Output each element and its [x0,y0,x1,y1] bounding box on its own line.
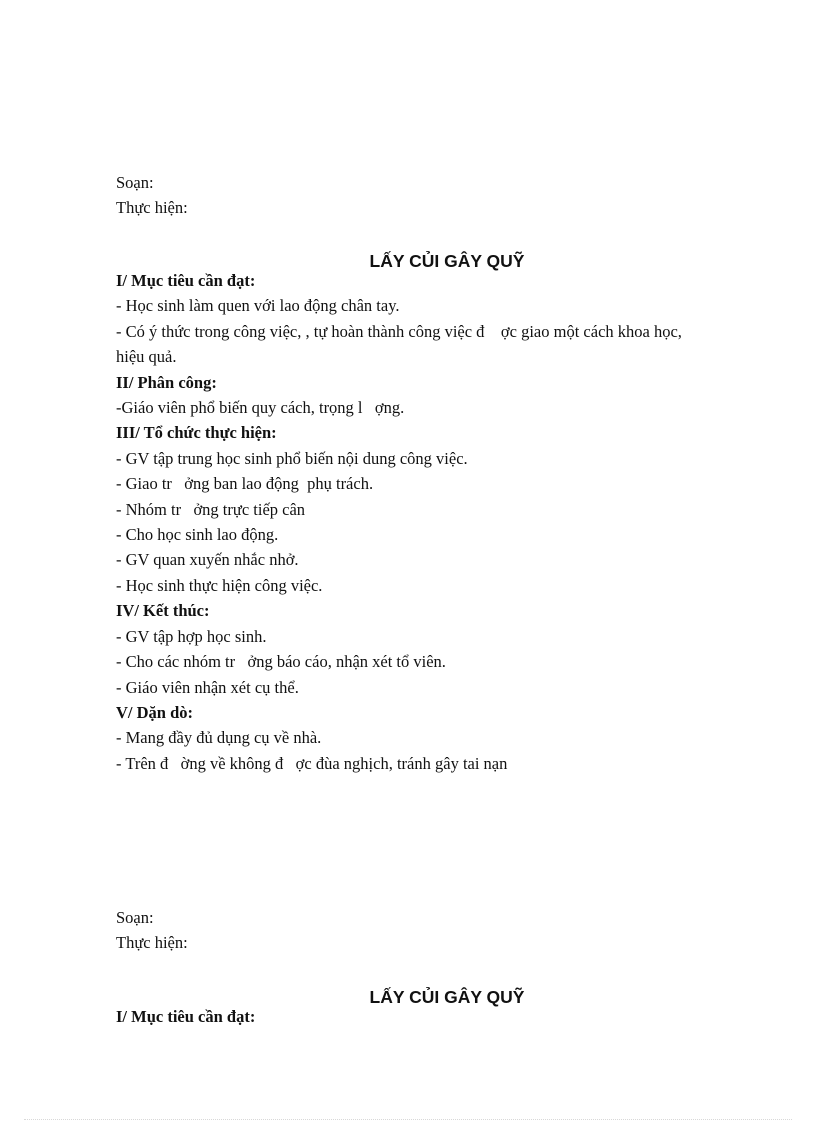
thuc-hien-label: Thực hiện: [116,933,188,953]
section-heading: I/ Mục tiêu cần đạt: [116,1007,256,1026]
body-line: - Trên đ ờng về không đ ợc đùa nghịch, tránh gây tai nạn [116,753,508,773]
body-line: - Nhóm tr ởng trực tiếp cân [116,499,306,519]
body-line: - Giáo viên nhận xét cụ thể. [116,677,299,697]
soan-label: Soạn: [116,908,154,927]
body-line: - GV quan xuyến nhắc nhở. [116,550,299,570]
section-heading: I/ Mục tiêu cần đạt: [116,271,256,290]
body-line: - GV tập hợp học sinh. [116,626,267,646]
section-heading: III/ Tổ chức thực hiện: [116,423,277,443]
lesson-body-2 [116,1004,776,1029]
body-line: - GV tập trung học sinh phổ biến nội dung công việc. [116,448,468,468]
lesson-header-1 [116,170,776,221]
body-line: - Học sinh làm quen với lao động chân tay. [116,296,400,316]
body-line: - Mang đầy đủ dụng cụ về nhà. [116,728,322,748]
body-line: - Cho học sinh lao động. [116,525,279,545]
soan-label: Soạn: [116,173,154,192]
page-edge-divider [24,1119,792,1120]
lesson-body-1 [116,268,776,776]
body-line: - Cho các nhóm tr ởng báo cáo, nhận xét tổ viên. [116,652,446,672]
lesson-header-2 [116,905,776,956]
section-heading: II/ Phân công: [116,372,217,392]
body-line: -Giáo viên phổ biến quy cách, trọng l ợng. [116,398,405,418]
section-heading: IV/ Kết thúc: [116,601,210,621]
lesson-title: LẤY CỦI GÂY QUỸ [369,987,525,1007]
body-line: - Có ý thức trong công việc, , tự hoàn thành công việc đ ợc giao một cách khoa học, [116,321,682,341]
body-line: hiệu quả. [116,347,177,367]
section-heading: V/ Dặn dò: [116,702,194,722]
body-line: - Học sinh thực hiện công việc. [116,575,323,595]
body-line: - Giao tr ởng ban lao động phụ trách. [116,474,374,494]
lesson-title: LẤY CỦI GÂY QUỸ [369,251,525,271]
thuc-hien-label: Thực hiện: [116,198,188,218]
